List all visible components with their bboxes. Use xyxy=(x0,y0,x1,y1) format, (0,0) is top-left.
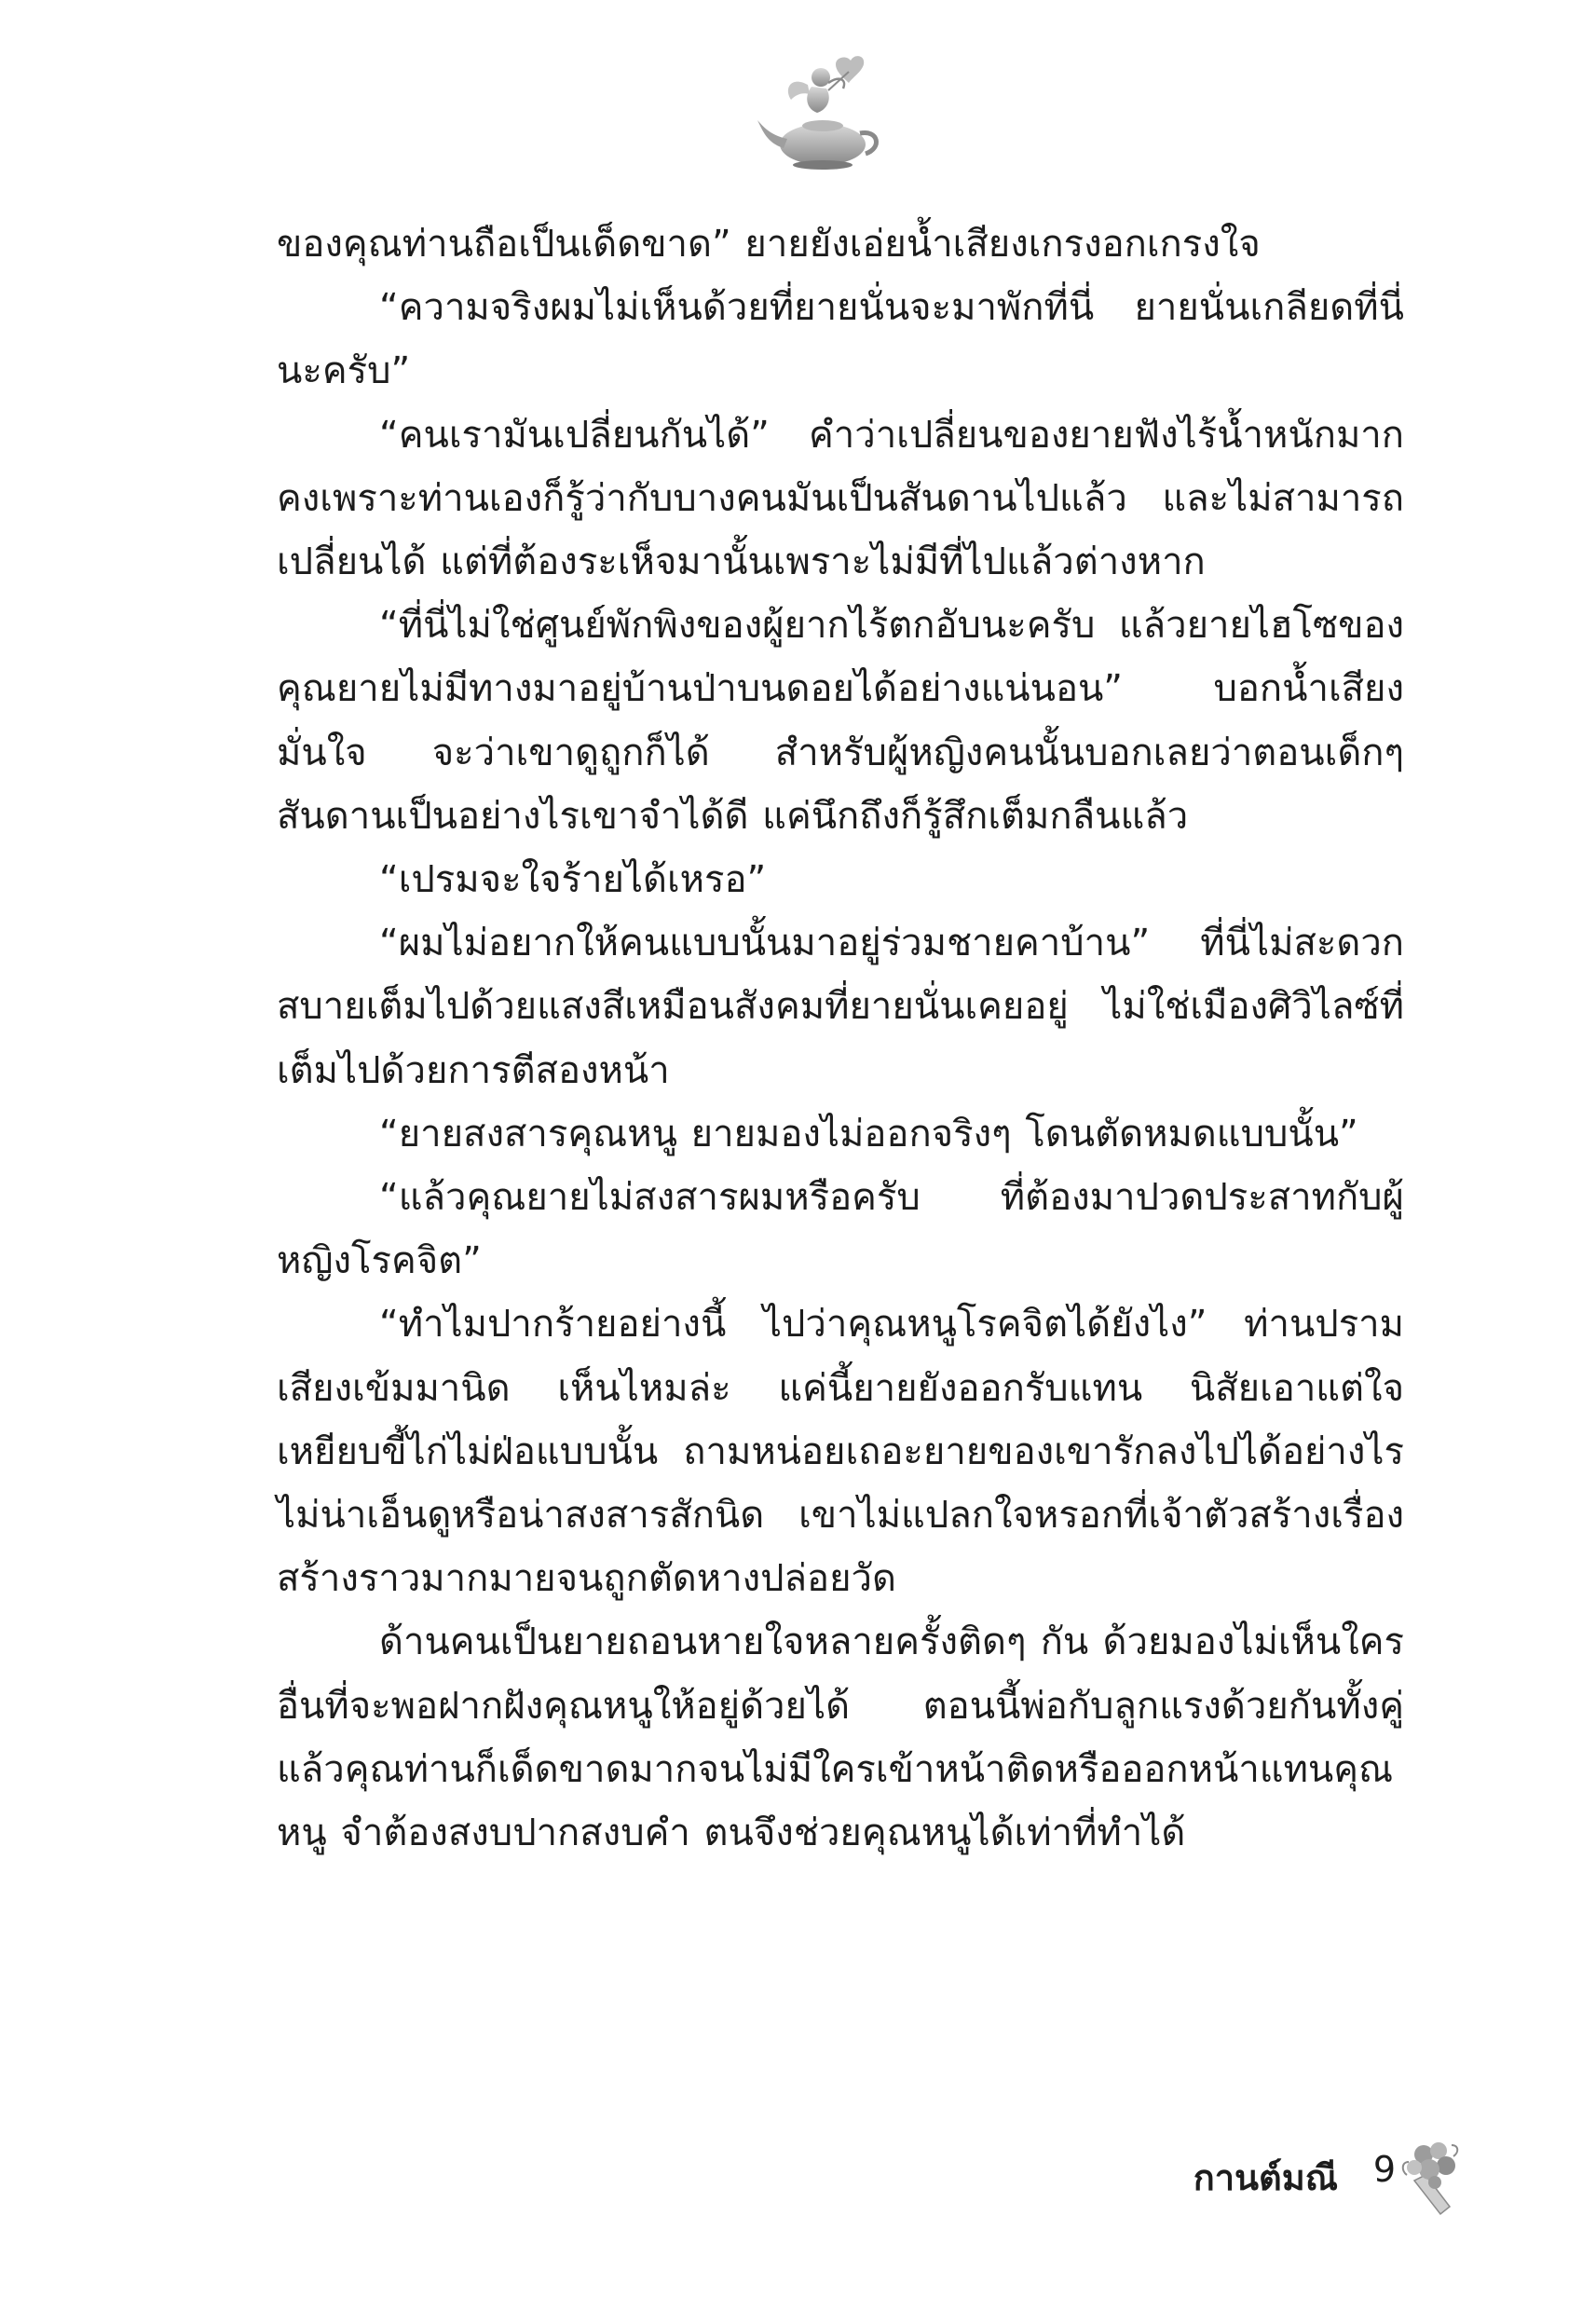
paragraph: “ทำไมปากร้ายอย่างนี้ ไปว่าคุณหนูโรคจิตได้ยังไง” ท่านปรามเสียงเข้มมานิด เห็นไหมล่ะ แค่นี้ยายยังออกรับแทน นิสัยเอาแต่ใจเหยียบขี้ไก่ไม่ฝ่อแบบนั้น ถามหน่อยเถอะยายของเขารักลงไปได้อย่างไร ไม่น่าเอ็นดูหรือน่าสงสารสักนิด เขาไม่แปลกใจหรอกที่เจ้าตัวสร้างเรื่องสร้างราวมากมายจนถูกตัดหางปล่อยวัด xyxy=(277,1303,1404,1601)
paragraph: “ที่นี่ไม่ใช่ศูนย์พักพิงของผู้ยากไร้ตกอับนะครับ แล้วยายไฮโซของคุณยายไม่มีทางมาอยู่บ้านป่าบนดอยได้อย่างแน่นอน” บอกน้ำเสียงมั่นใจ จะว่าเขาดูถูกก็ได้ สำหรับผู้หญิงคนนั้นบอกเลยว่าตอนเด็กๆ สันดานเป็นอย่างไรเขาจำได้ดี แค่นึกถึงก็รู้สึกเต็มกลืนแล้ว xyxy=(277,604,1404,838)
paragraph: “คนเรามันเปลี่ยนกันได้” คำว่าเปลี่ยนของยายฟังไร้น้ำหนักมาก คงเพราะท่านเองก็รู้ว่ากับบางคนมันเป็นสันดานไปแล้ว และไม่สามารถเปลี่ยนได้ แต่ที่ต้องระเห็จมานั้นเพราะไม่มีที่ไปแล้วต่างหาก xyxy=(277,413,1404,584)
author-name: กานต์มณี xyxy=(1193,2157,1338,2198)
page-footer xyxy=(1071,2134,1463,2218)
paragraph: “ผมไม่อยากให้คนแบบนั้นมาอยู่ร่วมชายคาบ้าน” ที่นี่ไม่สะดวกสบายเต็มไปด้วยแสงสีเหมือนสังคมที่ยายนั่นเคยอยู่ ไม่ใช่เมืองศิวิไลซ์ที่เต็มไปด้วยการตีสองหน้า xyxy=(277,922,1404,1092)
cupid-teapot-ornament-icon xyxy=(750,51,890,177)
paragraph: “เปรมจะใจร้ายได้เหรอ” xyxy=(379,858,767,902)
body-text xyxy=(277,212,1404,1865)
paragraph: “ความจริงผมไม่เห็นด้วยที่ยายนั่นจะมาพักที่นี่ ยายนั่นเกลียดที่นี่นะครับ” xyxy=(277,286,1404,393)
paragraph: “แล้วคุณยายไม่สงสารผมหรือครับ ที่ต้องมาปวดประสาทกับผู้หญิงโรคจิต” xyxy=(277,1176,1404,1283)
paragraph: ด้านคนเป็นยายถอนหายใจหลายครั้งติดๆ กัน ด้วยมองไม่เห็นใครอื่นที่จะพอฝากฝังคุณหนูให้อยู่ด้วยได้ ตอนนี้พ่อกับลูกแรงด้วยกันทั้งคู่ แล้วคุณท่านก็เด็ดขาดมากจนไม่มีใครเข้าหน้าติดหรือออกหน้าแทนคุณหนู จำต้องสงบปากสงบคำ ตนจึงช่วยคุณหนูได้เท่าที่ทำได้ xyxy=(277,1620,1404,1855)
paragraph: ของคุณท่านถือเป็นเด็ดขาด” ยายยังเอ่ยน้ำเสียงเกรงอกเกรงใจ xyxy=(277,223,1261,266)
flower-bouquet-icon xyxy=(1398,2134,1463,2218)
paragraph: “ยายสงสารคุณหนู ยายมองไม่ออกจริงๆ โดนตัดหมดแบบนั้น” xyxy=(379,1112,1358,1156)
page-number: 9 xyxy=(1372,2149,1396,2190)
